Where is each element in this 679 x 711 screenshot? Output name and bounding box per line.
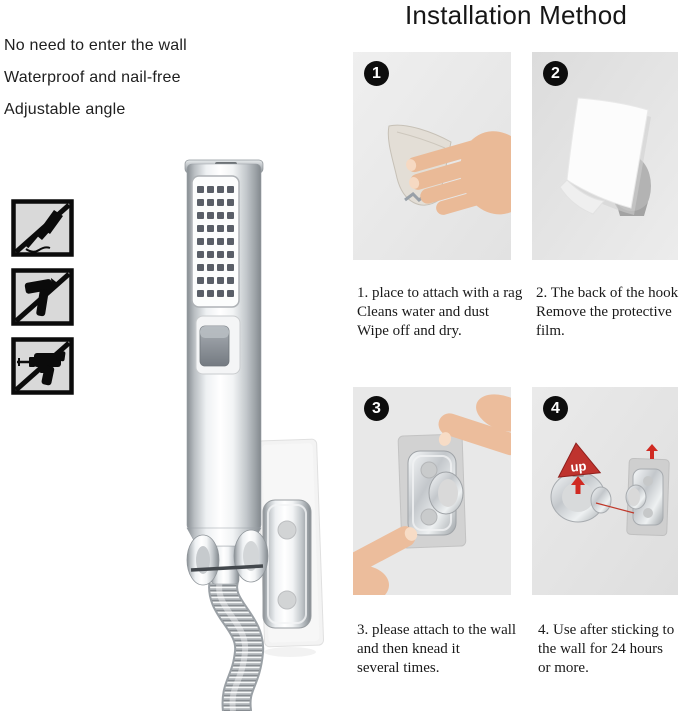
- shower-wand: [185, 160, 263, 546]
- step-2-caption-line-2: Remove the protective: [536, 304, 672, 320]
- up-label: up: [569, 458, 588, 475]
- step-3-badge: 3: [364, 396, 389, 421]
- product-photo-shower-head: [115, 140, 350, 711]
- no-soldering-iron-icon: [11, 199, 74, 257]
- no-hammer-icon: [11, 268, 74, 326]
- step-4-caption-line-3: or more.: [538, 660, 589, 676]
- step-3-caption-line-2: and then knead it: [357, 641, 460, 657]
- page-title: Installation Method: [404, 0, 628, 30]
- step-4-caption: [538, 621, 679, 678]
- spray-face-panel: [192, 176, 239, 307]
- step-2-caption-line-3: film.: [536, 323, 565, 339]
- step-1-photo: [353, 52, 511, 260]
- wall-bracket: [408, 451, 463, 535]
- step-1-caption-line-1: 1. place to attach with a rag: [357, 285, 523, 301]
- step-1-badge: 1: [364, 61, 389, 86]
- step-3-photo: [353, 387, 511, 595]
- wall-bracket-plate: [263, 500, 311, 628]
- step-4-photo: [532, 387, 678, 595]
- step-2-caption: [536, 284, 679, 341]
- step-1-caption-line-2: Cleans water and dust: [357, 304, 490, 320]
- feature-adjustable-angle: Adjustable angle: [4, 101, 126, 118]
- step-2-badge: 2: [543, 61, 568, 86]
- step-2-photo: [532, 52, 678, 260]
- no-drill-icon: [11, 337, 74, 395]
- step-4-caption-line-2: the wall for 24 hours: [538, 641, 663, 657]
- shower-hose: [219, 580, 249, 711]
- step-1-caption-line-3: Wipe off and dry.: [357, 323, 462, 339]
- mode-slider-switch: [196, 316, 240, 374]
- feature-waterproof-nail-free: Waterproof and nail-free: [4, 69, 181, 86]
- step-1-caption: [357, 284, 525, 341]
- bracket-on-wall: [626, 458, 669, 535]
- step-3-caption-line-1: 3. please attach to the wall: [357, 622, 517, 638]
- step-3-caption: [357, 621, 527, 678]
- step-3-caption-line-3: several times.: [357, 660, 440, 676]
- step-2-caption-line-1: 2. The back of the hook: [536, 285, 679, 301]
- step-4-badge: 4: [543, 396, 568, 421]
- feature-no-wall-entry: No need to enter the wall: [4, 37, 187, 54]
- step-4-caption-line-1: 4. Use after sticking to: [538, 622, 675, 638]
